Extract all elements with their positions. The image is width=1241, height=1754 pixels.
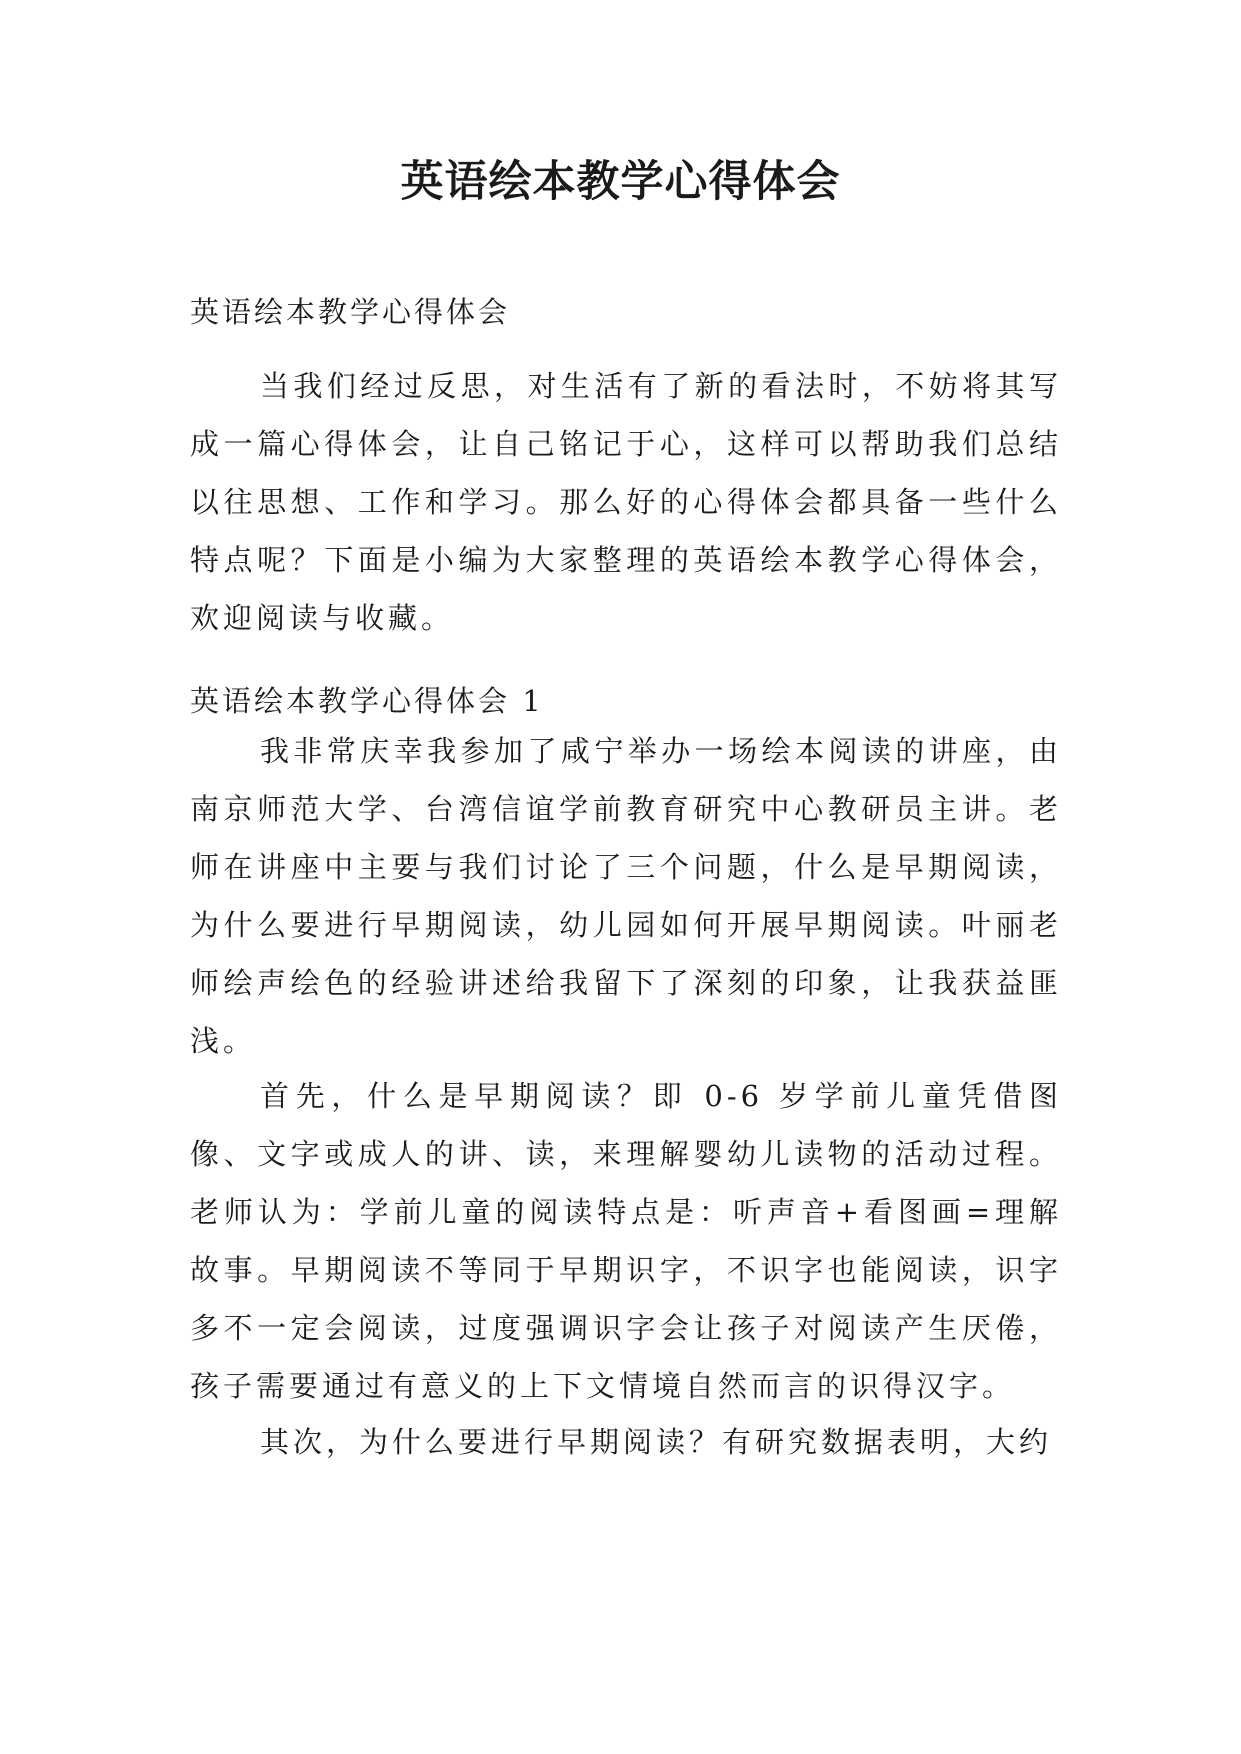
intro-paragraph: 当我们经过反思，对生活有了新的看法时，不妨将其写成一篇心得体会，让自己铭记于心，这样可以帮助我们总结以往思想、工作和学习。那么好的心得体会都具备一些什么特点呢？下面是小编为大家整理的英语绘本教学心得体会，欢迎阅读与收藏。: [190, 369, 1062, 635]
body-paragraph-3: 其次，为什么要进行早期阅读？有研究数据表明，大约: [260, 1425, 1053, 1459]
body-paragraph-1: 我非常庆幸我参加了咸宁举办一场绘本阅读的讲座，由南京师范大学、台湾信谊学前教育研究中心教研员主讲。老师在讲座中主要与我们讨论了三个问题，什么是早期阅读，为什么要进行早期阅读，幼儿园如何开展早期阅读。叶丽老师绘声绘色的经验讲述给我留下了深刻的印象，让我获益匪浅。: [190, 734, 1062, 1058]
document-subtitle: 英语绘本教学心得体会: [190, 295, 511, 329]
body-paragraph-2: 首先，什么是早期阅读？即 0-6 岁学前儿童凭借图像、文字或成人的讲、读，来理解婴幼儿读物的活动过程。老师认为：学前儿童的阅读特点是：听声音+看图画=理解故事。早期阅读不等同于早期识字，不识字也能阅读，识字多不一定会阅读，过度强调识字会让孩子对阅读产生厌倦，孩子需要通过有意义的上下文情境自然而言的识得汉字。: [190, 1079, 1062, 1403]
document-title: 英语绘本教学心得体会: [400, 157, 841, 207]
section-heading: 英语绘本教学心得体会 1: [190, 684, 544, 718]
